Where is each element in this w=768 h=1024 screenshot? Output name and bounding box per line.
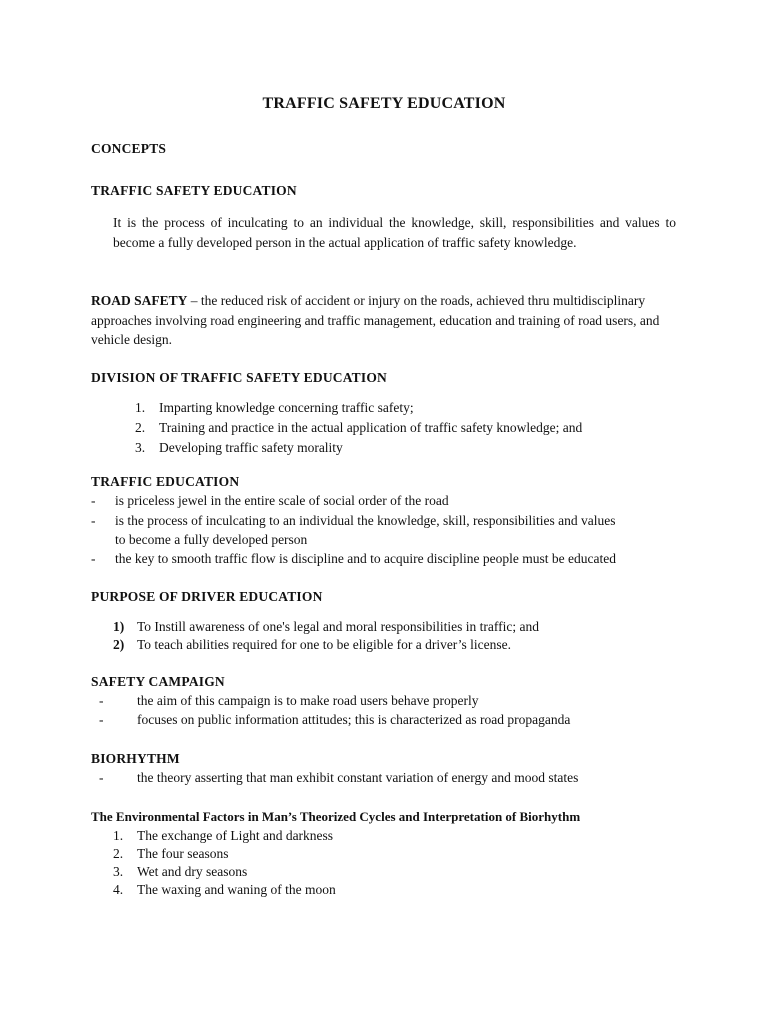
traffic-education-heading: TRAFFIC EDUCATION xyxy=(91,474,240,489)
traffic-education-item: - the key to smooth traffic flow is discipline and to acquire discipline people must be educated xyxy=(91,551,616,566)
biorhythm-heading: BIORHYTHM xyxy=(91,751,180,766)
environment-item: 2. The four seasons xyxy=(113,846,229,861)
purpose-heading: PURPOSE OF DRIVER EDUCATION xyxy=(91,589,323,604)
safety-campaign-item: - the aim of this campaign is to make road users behave properly xyxy=(99,693,479,708)
environment-item: 4. The waxing and waning of the moon xyxy=(113,882,336,897)
biorhythm-item: - the theory asserting that man exhibit constant variation of energy and mood states xyxy=(99,770,579,785)
traffic-education-item-continuation: to become a fully developed person xyxy=(115,532,308,547)
division-item: 1. Imparting knowledge concerning traffic safety; xyxy=(135,400,414,415)
document-title: TRAFFIC SAFETY EDUCATION xyxy=(262,95,506,112)
safety-campaign-heading: SAFETY CAMPAIGN xyxy=(91,674,225,689)
tse-heading: TRAFFIC SAFETY EDUCATION xyxy=(91,183,297,198)
division-item: 2. Training and practice in the actual application of traffic safety knowledge; and xyxy=(135,420,583,435)
traffic-education-item: - is priceless jewel in the entire scale of social order of the road xyxy=(91,493,449,508)
environment-item: 3. Wet and dry seasons xyxy=(113,864,248,879)
division-item: 3. Developing traffic safety morality xyxy=(135,440,343,455)
tse-definition: It is the process of inculcating to an individual the knowledge, skill, responsibilities and values to become a fully developed person in the actual application of traffic safety knowledge. xyxy=(113,215,676,250)
concepts-heading: CONCEPTS xyxy=(91,141,167,156)
environment-item: 1. The exchange of Light and darkness xyxy=(113,828,334,843)
purpose-item: 1) To Instill awareness of one's legal and moral responsibilities in traffic; and xyxy=(113,619,540,634)
environment-heading: The Environmental Factors in Man’s Theorized Cycles and Interpretation of Biorhythm xyxy=(91,809,581,824)
division-heading: DIVISION OF TRAFFIC SAFETY EDUCATION xyxy=(91,370,387,385)
road-safety-paragraph xyxy=(91,291,675,350)
safety-campaign-item: - focuses on public information attitudes; this is characterized as road propaganda xyxy=(99,712,571,727)
purpose-item: 2) To teach abilities required for one to be eligible for a driver’s license. xyxy=(113,637,512,652)
traffic-education-item: - is the process of inculcating to an individual the knowledge, skill, responsibilities and values xyxy=(91,513,616,528)
road-safety-term: ROAD SAFETY xyxy=(91,293,188,308)
road-safety-definition: – the reduced risk of accident or injury on the roads, achieved thru multidisciplinary approaches involving road engineering and traffic management, education and training of road users, and vehicle design. xyxy=(91,293,660,347)
